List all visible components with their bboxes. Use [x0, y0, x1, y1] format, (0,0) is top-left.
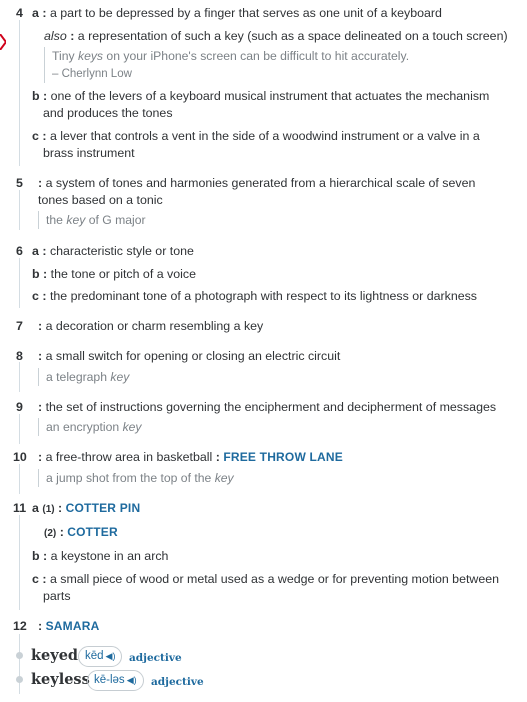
sense-guide-line	[19, 464, 20, 494]
usage-example: Tiny keys on your iPhone's screen can be difficult to hit accurately. – Cherlynn Low	[44, 47, 504, 83]
sense-guide-line	[19, 414, 20, 444]
also-label: also	[44, 29, 67, 43]
sense-definition: : a small switch for opening or closing an electric circuit	[38, 349, 341, 363]
sense-number: 7	[16, 319, 23, 333]
sense-definition: b : one of the levers of a keyboard musical instrument that actuates the mechanism	[32, 89, 490, 103]
sense-guide-line	[19, 20, 20, 166]
sense-number: 5	[16, 176, 23, 190]
usage-example: a telegraph key	[38, 368, 129, 386]
usage-example: a jump shot from the top of the key	[38, 469, 234, 487]
run-on-word: keyless	[31, 671, 90, 688]
sense-number: 12	[13, 619, 27, 633]
sense-number: 10	[13, 450, 27, 464]
pronunciation-pill[interactable]: kē-ləs ◀︎)	[87, 670, 144, 691]
part-of-speech: adjective	[129, 652, 182, 664]
cross-reference-link[interactable]: SAMARA	[45, 619, 100, 633]
sense-definition: b : the tone or pitch of a voice	[32, 267, 196, 281]
cross-reference-link[interactable]: COTTER	[67, 525, 118, 539]
sense-number: 4	[16, 6, 23, 20]
sense-number: 11	[13, 501, 27, 515]
sense-guide-line	[19, 634, 20, 694]
bullet-dot	[16, 676, 23, 683]
usage-example: an encryption key	[38, 418, 142, 436]
sense-number: 9	[16, 400, 23, 414]
cross-reference-link[interactable]: COTTER PIN	[65, 501, 141, 515]
pronunciation-pill[interactable]: kēd ◀︎)	[78, 646, 122, 667]
sense-definition: : SAMARA	[38, 619, 100, 633]
usage-example: the key of G major	[38, 211, 146, 229]
sense-number: 6	[16, 244, 23, 258]
bullet-dot	[16, 652, 23, 659]
sense-definition: a (1) : COTTER PIN	[32, 501, 141, 515]
sense-definition-continued: parts	[43, 589, 71, 603]
quote-source: – Cherlynn Low	[52, 68, 132, 80]
sense-definition: : a decoration or charm resembling a key	[38, 319, 264, 333]
sense-number: 8	[16, 349, 23, 363]
speaker-icon[interactable]: ◀︎)	[126, 675, 137, 685]
subsense-letter: a	[32, 6, 39, 20]
sense-definition-continued: tones based on a tonic	[38, 193, 163, 207]
sense-definition: : the set of instructions governing the encipherment and decipherment of messages	[38, 400, 497, 414]
red-arrow-icon	[0, 34, 6, 50]
run-on-word: keyed	[31, 647, 79, 664]
sense-definition: b : a keystone in an arch	[32, 549, 169, 563]
sense-guide-line	[19, 190, 20, 230]
sense-definition: : a free-throw area in basketball : FREE THROW LANE	[38, 450, 343, 464]
cross-reference-link[interactable]: FREE THROW LANE	[223, 450, 343, 464]
sense-definition: also : a representation of such a key (such as a space delineated on a touch screen)	[44, 29, 508, 43]
sense-guide-line	[19, 362, 20, 392]
sense-definition: a : a part to be depressed by a finger that serves as one unit of a keyboard	[32, 6, 442, 20]
sense-definition: c : a lever that controls a vent in the side of a woodwind instrument or a valve in a	[32, 129, 480, 143]
sense-definition: c : the predominant tone of a photograph with respect to its lightness or darkness	[32, 289, 477, 303]
speaker-icon[interactable]: ◀︎)	[105, 651, 116, 661]
sense-guide-line	[19, 515, 20, 610]
sense-definition: : a system of tones and harmonies generated from a hierarchical scale of seven	[38, 176, 476, 190]
sense-definition: c : a small piece of wood or metal used as a wedge or for preventing motion between	[32, 572, 500, 586]
sense-guide-line	[19, 258, 20, 308]
sense-definition-continued: brass instrument	[43, 146, 135, 160]
sense-definition: (2) : COTTER	[44, 525, 118, 539]
part-of-speech: adjective	[151, 676, 204, 688]
sense-definition-continued: and produces the tones	[43, 106, 173, 120]
sense-definition: a : characteristic style or tone	[32, 244, 194, 258]
